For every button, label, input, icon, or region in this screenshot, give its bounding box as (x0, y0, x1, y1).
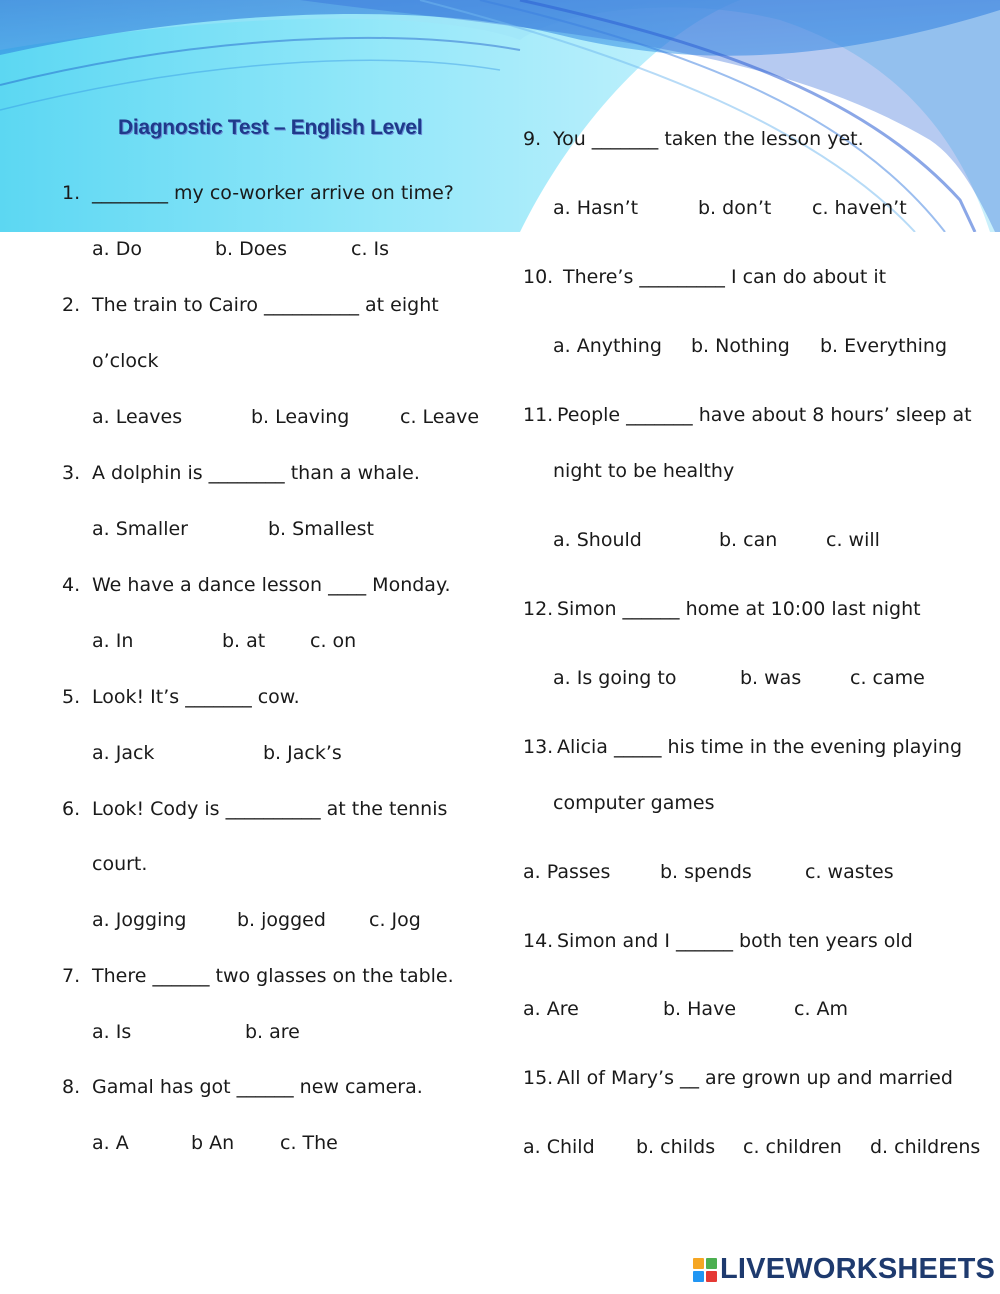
option-a[interactable]: a. In (92, 630, 134, 652)
question-text: A dolphin is ________ than a whale. (92, 462, 420, 484)
option-a[interactable]: a. Child (523, 1136, 595, 1158)
question-text: All of Mary’s __ are grown up and married (557, 1067, 953, 1089)
option-b[interactable]: b. at (222, 630, 266, 652)
option-c[interactable]: b. Everything (820, 335, 948, 357)
question-text: Simon ______ home at 10:00 last night (557, 598, 921, 620)
option-c[interactable]: c. will (826, 529, 880, 551)
option-b[interactable]: b. can (719, 529, 778, 551)
question-12 (523, 597, 921, 621)
question-4 (62, 573, 451, 597)
option-a[interactable]: a. Are (523, 998, 579, 1020)
option-a[interactable]: a. Is (92, 1021, 132, 1043)
question-9 (523, 127, 864, 151)
option-b[interactable]: b. Have (663, 998, 737, 1020)
question-text: Look! It’s _______ cow. (92, 686, 300, 708)
option-c[interactable]: c. Leave (400, 406, 480, 428)
question-1 (62, 181, 454, 205)
option-c[interactable]: c. children (743, 1136, 842, 1158)
option-b[interactable]: b. Nothing (691, 335, 790, 357)
question-number: 10. (523, 266, 554, 288)
option-b[interactable]: b. was (740, 667, 802, 689)
option-b[interactable]: b. Does (215, 238, 287, 260)
question-5 (62, 685, 300, 709)
option-b[interactable]: b. don’t (698, 197, 772, 219)
question-text: Gamal has got ______ new camera. (92, 1076, 423, 1098)
question-number: 1. (62, 182, 81, 204)
question-text-continuation: o’clock (92, 350, 159, 372)
option-a[interactable]: a. Do (92, 238, 142, 260)
logo-text: LIVEWORKSHEETS (720, 1253, 996, 1285)
option-c[interactable]: c. Am (794, 998, 849, 1020)
question-text-continuation: computer games (553, 792, 715, 814)
question-number: 9. (523, 128, 542, 150)
question-text: ________ my co-worker arrive on time? (92, 182, 454, 204)
question-text: Simon and I ______ both ten years old (557, 930, 913, 952)
option-a[interactable]: a. Leaves (92, 406, 183, 428)
question-number: 12. (523, 598, 554, 620)
question-3 (62, 461, 420, 485)
question-number: 15. (523, 1067, 554, 1089)
question-10 (523, 265, 886, 289)
question-11 (523, 403, 972, 427)
option-b[interactable]: b. childs (636, 1136, 716, 1158)
question-number: 14. (523, 930, 554, 952)
option-c[interactable]: c. The (280, 1132, 338, 1154)
question-text: You _______ taken the lesson yet. (553, 128, 864, 150)
option-d[interactable]: d. childrens (870, 1136, 981, 1158)
worksheet-title: Diagnostic Test – English Level (118, 116, 423, 139)
option-c[interactable]: c. Is (351, 238, 390, 260)
option-c[interactable]: c. on (310, 630, 357, 652)
question-15 (523, 1066, 953, 1090)
question-number: 3. (62, 462, 81, 484)
option-b[interactable]: b. are (245, 1021, 300, 1043)
question-text: There ______ two glasses on the table. (92, 965, 454, 987)
question-text: There’s _________ I can do about it (563, 266, 887, 288)
question-text: Look! Cody is __________ at the tennis (92, 798, 448, 820)
question-number: 4. (62, 574, 81, 596)
question-14 (523, 929, 913, 953)
question-text: Alicia _____ his time in the evening playing (557, 736, 963, 758)
question-number: 2. (62, 294, 81, 316)
question-number: 7. (62, 965, 81, 987)
question-number: 5. (62, 686, 81, 708)
question-13 (523, 735, 962, 759)
question-text-continuation: court. (92, 853, 148, 875)
question-text: People _______ have about 8 hours’ sleep at (557, 404, 972, 426)
option-a[interactable]: a. Should (553, 529, 642, 551)
option-a[interactable]: a. Hasn’t (553, 197, 639, 219)
option-a[interactable]: a. Anything (553, 335, 662, 357)
question-text: We have a dance lesson ____ Monday. (92, 574, 451, 596)
option-a[interactable]: a. Smaller (92, 518, 188, 540)
logo-blocks-icon (693, 1258, 717, 1282)
option-b[interactable]: b. spends (660, 861, 752, 883)
option-a[interactable]: a. Passes (523, 861, 611, 883)
question-7 (62, 964, 454, 988)
option-a[interactable]: a. Jogging (92, 909, 187, 931)
option-a[interactable]: a. A (92, 1132, 129, 1154)
question-number: 8. (62, 1076, 81, 1098)
question-2 (62, 293, 439, 317)
question-number: 6. (62, 798, 81, 820)
option-a[interactable]: a. Jack (92, 742, 155, 764)
option-c[interactable]: c. Jog (369, 909, 421, 931)
question-6 (62, 797, 447, 821)
liveworksheets-logo[interactable] (693, 1253, 995, 1286)
option-b[interactable]: b. Smallest (268, 518, 374, 540)
option-a[interactable]: a. Is going to (553, 667, 677, 689)
option-c[interactable]: c. came (850, 667, 925, 689)
question-text: The train to Cairo __________ at eight (92, 294, 439, 316)
question-number: 11. (523, 404, 554, 426)
option-c[interactable]: c. wastes (805, 861, 894, 883)
option-b[interactable]: b. Jack’s (263, 742, 342, 764)
option-b[interactable]: b. jogged (237, 909, 326, 931)
option-b[interactable]: b An (191, 1132, 235, 1154)
question-8 (62, 1075, 423, 1099)
option-b[interactable]: b. Leaving (251, 406, 350, 428)
option-c[interactable]: c. haven’t (812, 197, 907, 219)
question-number: 13. (523, 736, 554, 758)
question-text-continuation: night to be healthy (553, 460, 735, 482)
